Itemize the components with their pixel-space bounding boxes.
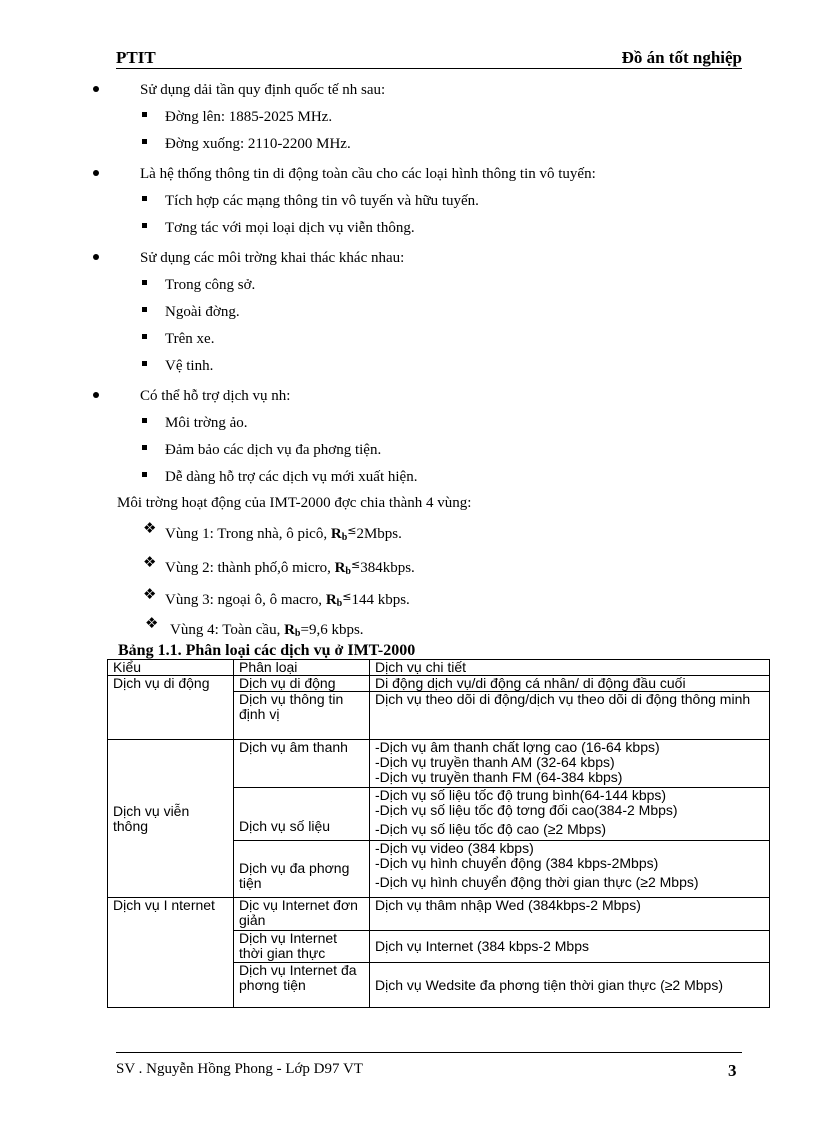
sub-bullet-text: Đờng xuống: 2110-2200 MHz. [165,136,351,152]
header-cell: Phân loại [234,660,370,676]
bullet-dot [93,254,99,260]
detail-cell: -Dịch vụ số liệu tốc độ trung bình(64-144 kbps) -Dịch vụ số liệu tốc độ tơng đối cao(384-2 Mbps) -Dịch vụ số liệu tốc độ cao (≥2 Mbps) [370,788,770,841]
category-cell: Dịch vụ số liệu [234,788,370,841]
footer-author: SV . Nguyễn Hồng Phong - Lớp D97 VT [116,1061,363,1077]
zone-line: Vùng 3: ngoại ô, ô macro, $R_b^\le 144$ kbps. [165,590,410,609]
sub-bullet-text: Trên xe. [165,331,215,347]
category-cell: Dịch vụ Internet đa phơng tiện [234,963,370,1008]
detail-cell: Di động dịch vụ/di động cá nhân/ di động đầu cuối [370,676,770,692]
category-cell: Dịch vụ đa phơng tiện [234,841,370,898]
sub-bullet-text: Tích hợp các mạng thông tin vô tuyến và hữu tuyến. [165,193,479,209]
square-bullet [142,418,147,423]
category-cell: Dịch vụ âm thanh [234,740,370,788]
sub-bullet-text: Ngoài đờng. [165,304,240,320]
sub-bullet-text: Trong công sở. [165,277,256,293]
footer-rule [116,1052,742,1053]
square-bullet [142,223,147,228]
services-table [107,659,770,1008]
table-caption: Bảng 1.1. Phân loại các dịch vụ ở IMT-2000 [118,642,416,659]
bullet-dot [93,170,99,176]
sub-bullet-text: Môi trờng ảo. [165,415,248,431]
category-cell: Dịc vụ Internet đơn giản [234,898,370,931]
group-cell: Dịch vụ viễn thông [108,740,234,898]
detail-cell: Dịch vụ theo dõi di động/dịch vụ theo dõi di động thông minh [370,692,770,740]
sub-bullet-text: Tơng tác với mọi loại dịch vụ viễn thông. [165,220,415,236]
diamond-bullet-icon: ❖ [145,614,159,632]
table-row [108,740,770,788]
category-cell: Dịch vụ thông tin định vị [234,692,370,740]
diamond-bullet-icon: ❖ [143,585,157,603]
detail-cell: -Dịch vụ âm thanh chất lợng cao (16-64 kbps) -Dịch vụ truyền thanh AM (32-64 kbps) -Dịch vụ truyền thanh FM (64-384 kbps) [370,740,770,788]
detail-cell: Dịch vụ Internet (384 kbps-2 Mbps [370,931,770,963]
page-number: 3 [728,1061,737,1080]
square-bullet [142,307,147,312]
table-header-row [108,660,770,676]
detail-cell: Dịch vụ Wedsite đa phơng tiện thời gian thực (≥2 Mbps) [370,963,770,1008]
header-left: PTIT [116,48,156,67]
bullet-dot [93,86,99,92]
square-bullet [142,445,147,450]
square-bullet [142,196,147,201]
zone-line: Vùng 1: Trong nhà, ô picô, $R_b^\le 2Mbps$. [165,524,402,543]
group-cell: Dịch vụ I nternet [108,898,234,1008]
diamond-bullet-icon: ❖ [143,553,157,571]
header-cell: Dịch vụ chi tiết [370,660,770,676]
header-cell: Kiểu [108,660,234,676]
category-cell: Dịch vụ di động [234,676,370,692]
bullet-text: Sử dụng dải tần quy định quốc tế nh sau: [140,82,386,98]
sub-bullet-text: Đảm bảo các dịch vụ đa phơng tiện. [165,442,382,458]
diamond-bullet-icon: ❖ [143,519,157,537]
bullet-text: Sử dụng các môi trờng khai thác khác nhau: [140,250,405,266]
header-right: Đồ án tốt nghiệp [621,48,742,67]
sub-bullet-text: Đờng lên: 1885-2025 MHz. [165,109,333,125]
square-bullet [142,361,147,366]
detail-cell: Dịch vụ thâm nhập Wed (384kbps-2 Mbps) [370,898,770,931]
zone-line: Vùng 2: thành phố,ô micro, $R_b^\le 384kbps$. [165,558,415,577]
table-row [108,898,770,931]
square-bullet [142,280,147,285]
environment-line: Môi trờng hoạt động của IMT-2000 đợc chia thành 4 vùng: [117,495,472,511]
zone-line: Vùng 4: Toàn cầu, $R_b=9,6$ kbps. [170,622,364,639]
square-bullet [142,472,147,477]
category-cell: Dịch vụ Internet thời gian thực [234,931,370,963]
sub-bullet-text: Dễ dàng hỗ trợ các dịch vụ mới xuất hiện. [165,469,418,485]
page-header [116,46,742,69]
bullet-text: Là hệ thống thông tin di động toàn cầu cho các loại hình thông tin vô tuyến: [140,166,596,182]
square-bullet [142,139,147,144]
bullet-dot [93,392,99,398]
bullet-text: Có thể hỗ trợ dịch vụ nh: [140,388,291,404]
detail-cell: -Dịch vụ video (384 kbps) -Dịch vụ hình chuyển động (384 kbps-2Mbps) -Dịch vụ hình chuyển động thời gian thực (≥2 Mbps) [370,841,770,898]
table-row [108,676,770,692]
square-bullet [142,334,147,339]
sub-bullet-text: Vệ tinh. [165,358,214,374]
group-cell: Dịch vụ di động [108,676,234,740]
square-bullet [142,112,147,117]
